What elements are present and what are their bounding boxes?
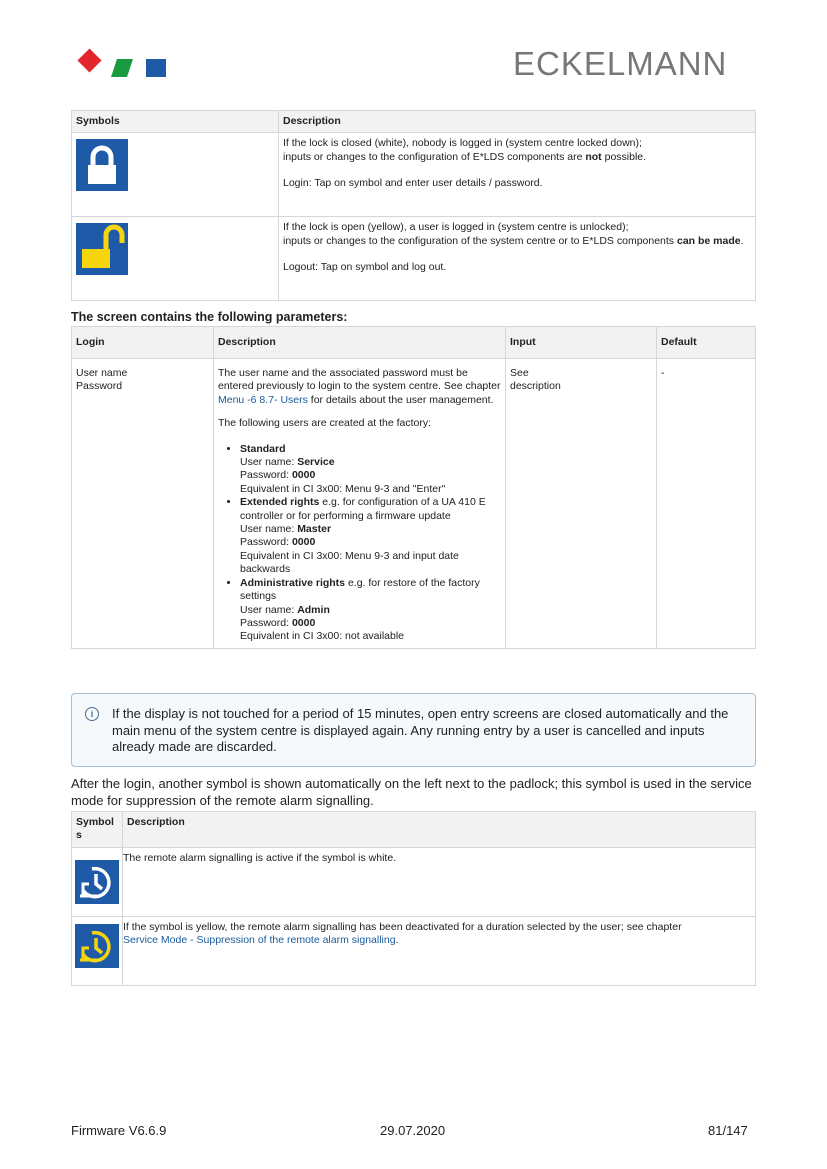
bold-text: not [585,150,602,163]
table-row [72,916,756,985]
brand-wordmark: ECKELMANN [513,45,728,82]
input-cell [506,359,657,649]
text-run: . [395,934,399,947]
alarm-symbols-table [71,811,756,986]
list-item [240,577,501,644]
text-run: Password: [240,616,292,629]
login-cell [72,359,214,649]
input-text: description [510,380,561,393]
desc-factory: The following users are created at the factory: [218,417,432,430]
eckelmann-logo-icon [75,46,167,80]
user-list [218,443,501,644]
remote-alarm-active-icon[interactable] [75,860,119,904]
description-cell [279,217,756,301]
input-text: See [510,367,529,379]
text-run: possible. [601,150,647,163]
column-header: Description [279,111,756,133]
lock-open-icon[interactable] [76,223,128,275]
table-header-row [72,111,756,133]
column-header: Input [506,327,657,359]
column-header: Default [657,327,756,359]
service-mode-link[interactable]: Service Mode - Suppression of the remote alarm signalling [123,934,396,947]
text-run: Password: [240,469,292,482]
param-name: Password [76,380,123,393]
description-cell: The remote alarm signalling is active if the symbol is white. [123,847,756,916]
equivalent-text: Equivalent in CI 3x00: Menu 9-3 and "Enter" [240,482,446,495]
description-cell [279,133,756,217]
symbols-table [71,110,756,301]
text-run: User name: [240,456,298,469]
user-title: Extended rights [240,496,320,509]
text-run: If the symbol is yellow, the remote alarm signalling has been deactivated for a duration selected by the user; see chapter [123,920,682,933]
parameters-table [71,326,756,649]
username-value: Service [297,456,335,469]
table-row [72,359,756,649]
text-run: e.g. for configuration of a UA 410 E controller or for performing a firmware update [240,496,486,522]
text-run: User name: [240,603,298,616]
symbol-cell [72,217,279,301]
logo-blue-square [146,59,166,77]
column-header: Symbols [72,111,279,133]
table-row [72,133,756,217]
logout-instruction: Logout: Tap on symbol and log out. [283,261,447,274]
password-value: 0000 [291,536,316,549]
table-row [72,217,756,301]
text-run: inputs or changes to the configuration of E*LDS components are [283,150,586,163]
desc-line [283,235,751,248]
description-cell [214,359,506,649]
description-cell [123,916,756,985]
column-header: Login [72,327,214,359]
default-cell: - [657,359,756,649]
footer-firmware: Firmware V6.6.9 [71,1123,167,1138]
desc-line: If the lock is open (yellow), a user is logged in (system centre is unlocked); [283,221,629,234]
symbol-cell [72,847,123,916]
text-run: User name: [240,523,298,536]
table-header-row [72,327,756,359]
list-item [240,443,501,497]
user-title: Standard [240,442,286,455]
equivalent-text: Equivalent in CI 3x00: not available [240,630,405,643]
username-value: Master [297,523,332,536]
password-value: 0000 [291,616,316,629]
param-name: User name [76,367,128,379]
text-run: inputs or changes to the configuration of the system centre or to E*LDS components [283,234,677,247]
text-run: The user name and the associated password must be entered previously to login to the system centre. [218,367,468,393]
column-header: Description [123,812,756,848]
info-text: If the display is not touched for a period of 15 minutes, open entry screens are closed automatically and the main menu of the system centre is displayed again. Any running entry by a user is cancelled and inputs already made are discarded. [112,706,729,754]
logo-green-parallelogram [111,59,133,77]
column-header: Symbols [72,812,123,848]
users-chapter-link[interactable]: Menu -6 8.7- Users [218,393,308,406]
desc-intro [218,367,501,407]
username-value: Admin [297,603,330,616]
logo-red-diamond [77,48,101,72]
symbol-cell [72,916,123,985]
info-icon: i [85,707,99,721]
desc-line [283,151,751,164]
list-item [240,496,501,576]
column-header: Description [214,327,506,359]
password-value: 0000 [291,469,316,482]
table-header-row [72,812,756,848]
equivalent-text: Equivalent in CI 3x00: Menu 9-3 and input date backwards [240,549,459,576]
info-box [71,693,756,767]
footer-date: 29.07.2020 [380,1123,446,1138]
text-run: e.g. for restore of the factory settings [240,576,480,603]
table-row [72,847,756,916]
footer-page-number: 81/147 [708,1123,748,1138]
symbol-cell [72,133,279,217]
user-title: Administrative rights [240,576,346,589]
text-run: for details about the user management. [307,393,494,406]
desc-line: If the lock is closed (white), nobody is logged in (system centre locked down); [283,137,642,150]
text-run: Password: [240,536,292,549]
after-login-paragraph: After the login, another symbol is shown automatically on the left next to the padlock; this symbol is used in the service mode for suppression of the remote alarm signalling. [71,776,752,808]
bold-text: can be made [676,234,741,247]
remote-alarm-suppressed-icon[interactable] [75,924,119,968]
section-heading: The screen contains the following parameters: [71,310,348,324]
text-run: . [740,234,744,247]
login-instruction: Login: Tap on symbol and enter user details / password. [283,177,543,190]
lock-closed-icon[interactable] [76,139,128,191]
text-run: See chapter [443,380,501,393]
